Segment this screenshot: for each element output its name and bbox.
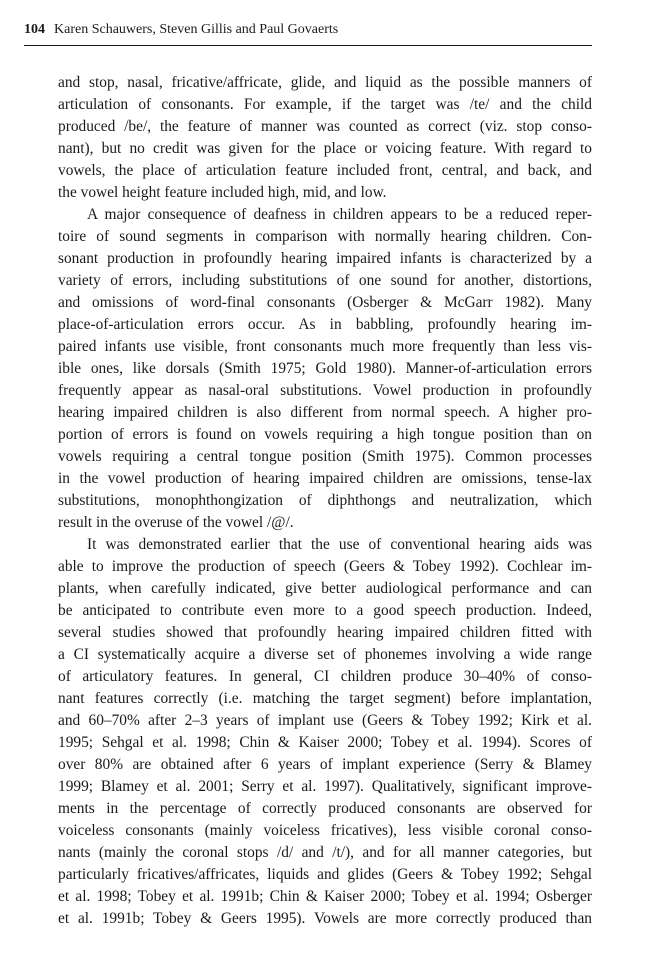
text-line: articulation of consonants. For example, if the target was /te/ and the child bbox=[58, 96, 592, 113]
text-line: A major consequence of deafness in children appears to be a reduced reper- bbox=[87, 206, 592, 223]
text-line: several studies showed that profoundly hearing impaired children fitted with bbox=[58, 624, 592, 641]
header-rule bbox=[24, 45, 592, 46]
text-line: voiceless consonants (mainly voiceless fricatives), less visible coronal conso- bbox=[58, 822, 592, 839]
text-line: plants, when carefully indicated, give better audiological performance and can bbox=[58, 580, 592, 597]
text-line: frequently appear as nasal-oral substitutions. Vowel production in profoundly bbox=[58, 382, 592, 399]
running-head-authors: Karen Schauwers, Steven Gillis and Paul Govaerts bbox=[54, 22, 339, 37]
text-line: able to improve the production of speech (Geers & Tobey 1992). Cochlear im- bbox=[58, 558, 592, 575]
text-line: be anticipated to contribute even more to a good speech production. Indeed, bbox=[58, 602, 592, 619]
text-line: variety of errors, including substitutions of one sound for another, distortions, bbox=[58, 272, 592, 289]
text-line: et al. 1991b; Tobey & Geers 1995). Vowels are more correctly produced than bbox=[58, 910, 592, 927]
text-line: ible ones, like dorsals (Smith 1975; Gold 1980). Manner-of-articulation errors bbox=[58, 360, 592, 377]
text-line: nants (mainly the coronal stops /d/ and /t/), and for all manner categories, but bbox=[58, 844, 592, 861]
text-line: It was demonstrated earlier that the use of conventional hearing aids was bbox=[87, 536, 592, 553]
text-line: a CI systematically acquire a diverse set of phonemes involving a wide range bbox=[58, 646, 592, 663]
text-line: 1999; Blamey et al. 2001; Serry et al. 1997). Qualitatively, significant improve- bbox=[58, 778, 592, 795]
text-line: ments in the percentage of correctly produced consonants are observed for bbox=[58, 800, 592, 817]
body-text bbox=[58, 72, 592, 930]
text-line: and stop, nasal, fricative/affricate, glide, and liquid as the possible manners of bbox=[58, 74, 592, 91]
text-line: place-of-articulation errors occur. As in babbling, profoundly hearing im- bbox=[58, 316, 592, 333]
text-line: toire of sound segments in comparison with normally hearing children. Con- bbox=[58, 228, 592, 245]
text-line: particularly fricatives/affricates, liquids and glides (Geers & Tobey 1992; Sehgal bbox=[58, 866, 592, 883]
text-line: produced /be/, the feature of manner was counted as correct (viz. stop conso- bbox=[58, 118, 592, 135]
page-number: 104 bbox=[24, 22, 45, 37]
text-line: vowels requiring a central tongue position (Smith 1975). Common processes bbox=[58, 448, 592, 465]
text-line: hearing impaired children is also different from normal speech. A higher pro- bbox=[58, 404, 592, 421]
text-line: over 80% are obtained after 6 years of implant experience (Serry & Blamey bbox=[58, 756, 592, 773]
text-line: portion of errors is found on vowels requiring a high tongue position than on bbox=[58, 426, 592, 443]
text-line: et al. 1998; Tobey et al. 1991b; Chin & Kaiser 2000; Tobey et al. 1994; Osberger bbox=[58, 888, 592, 905]
text-line: and omissions of word-final consonants (Osberger & McGarr 1982). Many bbox=[58, 294, 592, 311]
running-head bbox=[24, 21, 592, 39]
text-line: nant), but no credit was given for the place or voicing feature. With regard to bbox=[58, 140, 592, 157]
paragraph-1 bbox=[58, 72, 592, 204]
text-line: and 60–70% after 2–3 years of implant use (Geers & Tobey 1992; Kirk et al. bbox=[58, 712, 592, 729]
paragraph-3 bbox=[58, 534, 592, 930]
text-line: of articulatory features. In general, CI children produce 30–40% of conso- bbox=[58, 668, 592, 685]
text-line: in the vowel production of hearing impaired children are omissions, tense-lax bbox=[58, 470, 592, 487]
text-line: nant features correctly (i.e. matching the target segment) before implantation, bbox=[58, 690, 592, 707]
text-line: substitutions, monophthongization of diphthongs and neutralization, which bbox=[58, 492, 592, 509]
text-line: sonant production in profoundly hearing impaired infants is characterized by a bbox=[58, 250, 592, 267]
text-line: result in the overuse of the vowel /@/. bbox=[58, 514, 294, 531]
paragraph-2 bbox=[58, 204, 592, 534]
text-line: paired infants use visible, front consonants much more frequently than less vis- bbox=[58, 338, 592, 355]
text-line: the vowel height feature included high, mid, and low. bbox=[58, 184, 387, 201]
text-line: vowels, the place of articulation feature included front, central, and back, and bbox=[58, 162, 592, 179]
text-line: 1995; Sehgal et al. 1998; Chin & Kaiser 2000; Tobey et al. 1994). Scores of bbox=[58, 734, 592, 751]
